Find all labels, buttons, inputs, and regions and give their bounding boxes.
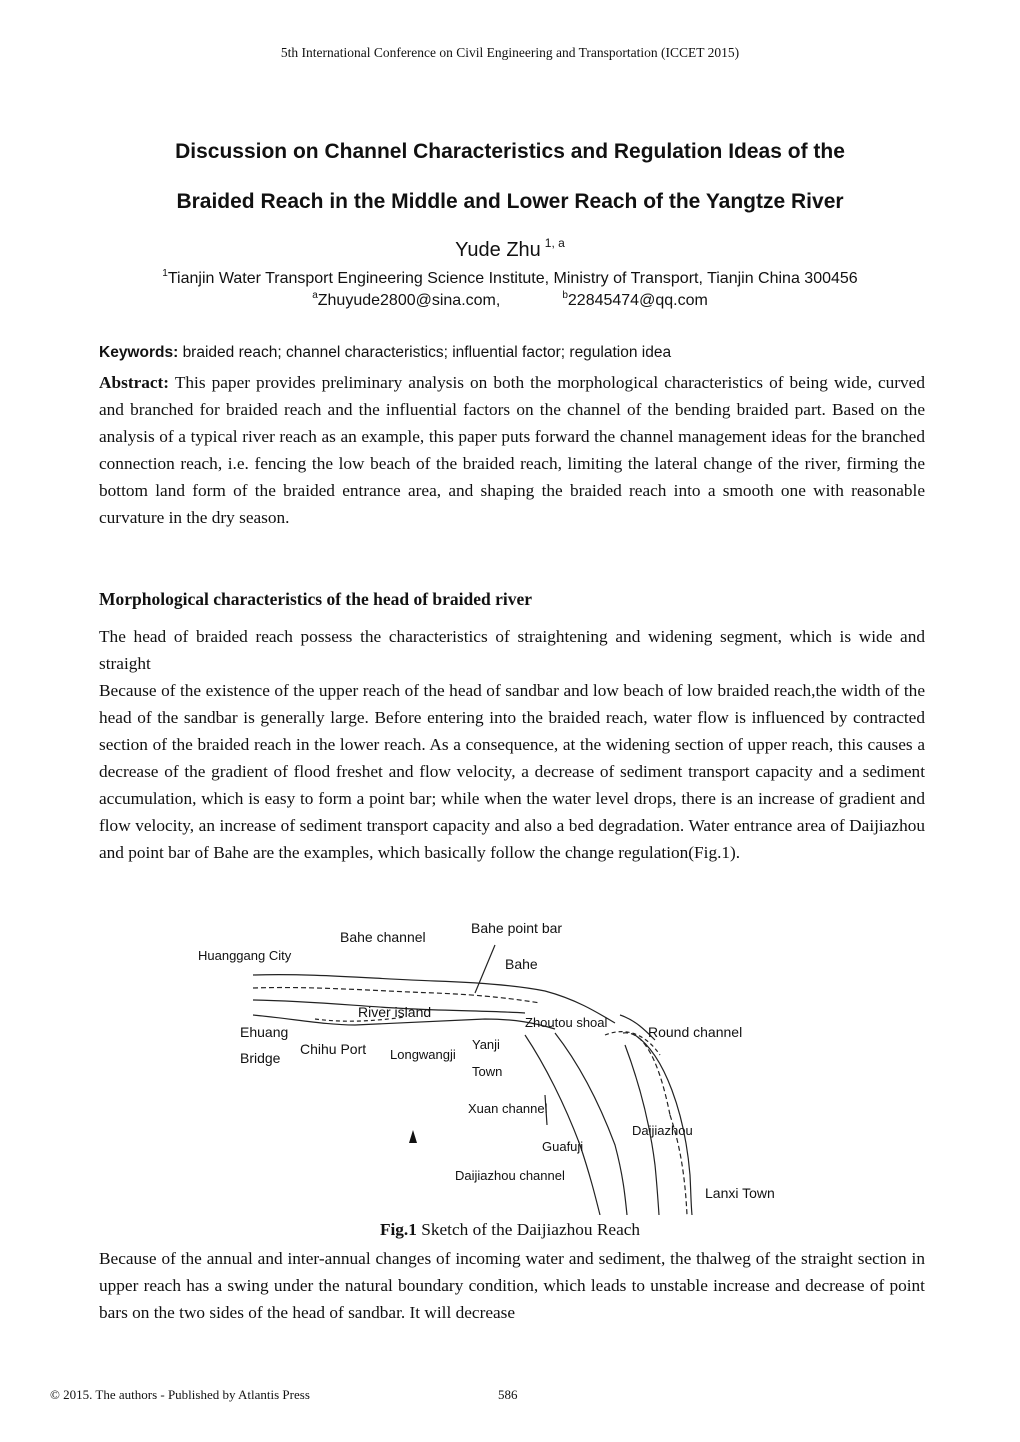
label-guafuji: Guafuji [542, 1139, 584, 1154]
affiliation-line [0, 268, 1020, 288]
paragraph-1: The head of braided reach possess the characteristics of straightening and widening segment, which is wide and straight [99, 627, 925, 673]
page-number: 586 [498, 1387, 518, 1402]
label-round-channel: Round channel [648, 1024, 743, 1040]
bahe-point-bar-pointer [475, 945, 495, 993]
email-a-mark: a [312, 290, 318, 301]
footer-copyright: © 2015. The authors - Published by Atlantis Press [50, 1387, 310, 1402]
label-ehuang: Ehuang [240, 1024, 289, 1040]
email-a: Zhuyude2800@sina.com, [317, 292, 501, 309]
keywords [99, 344, 671, 362]
paragraph-2: Because of the existence of the upper reach of the head of sandbar and low beach of low braided reach,the width of the head of the sandbar is generally large. Before entering into the braided reach, water flow is influenced by contracted section of the braided reach in the lower reach. As a consequence, at the widening section of upper reach, this causes a decrease of the gradient of flood freshet and flow velocity, a decrease of sediment transport capacity and a sediment accumulation, which is easy to form a point bar; while when the water level drops, there is an increase of gradient and flow velocity, an increase of sediment transport capacity and also a bed degradation. Water entrance area of Daijiazhou and point bar of Bahe are the examples, which basically follow the change regulation(Fig.1). [99, 681, 925, 862]
label-longwangji: Longwangji [390, 1047, 456, 1062]
north-arrow-icon [409, 1130, 417, 1143]
conference-header: 5th International Conference on Civil Engineering and Transportation (ICCET 2015) [280, 45, 740, 60]
abstract [99, 369, 925, 531]
abstract-text: This paper provides preliminary analysis on both the morphological characteristics of being wide, curved and branched for braided reach and the influential factors on the channel of the bending braided part. Based on the analysis of a typical river reach as an example, this paper puts forward the channel management ideas for the branched connection reach, i.e. fencing the low beach of the braided reach, limiting the lateral change of the river, firming the bottom land form of the braided entrance area, and shaping the braided reach into a smooth one with reasonable curvature in the dry season. [99, 373, 925, 527]
author-line [0, 236, 1020, 262]
label-bridge: Bridge [240, 1050, 281, 1066]
paper-title-line-1: Discussion on Channel Characteristics and Regulation Ideas of the [175, 140, 845, 163]
label-bahe-channel: Bahe channel [340, 929, 426, 945]
label-daijiazhou: Daijiazhou [632, 1123, 693, 1138]
email-b-mark: b [562, 290, 568, 301]
label-xuan-channel: Xuan channel [468, 1101, 548, 1116]
label-town: Town [472, 1064, 503, 1079]
email-line [0, 290, 1020, 310]
keywords-label: Keywords: [99, 344, 179, 361]
label-huanggang-city: Huanggang City [198, 948, 292, 963]
xuan-channel-east-bank [555, 1033, 627, 1215]
label-bahe: Bahe [505, 956, 538, 972]
label-river-island: River island [358, 1004, 432, 1020]
paragraph-3: Because of the annual and inter-annual changes of incoming water and sediment, the thalweg of the straight section in upper reach has a swing under the natural boundary condition, which leads to unstable increase and decrease of point bars on the two sides of the head of sandbar. It will decrease [99, 1249, 925, 1322]
figure-1-map [195, 915, 805, 1215]
xuan-channel-west-bank [525, 1035, 600, 1215]
figure-caption [0, 1220, 1020, 1240]
paper-title-line-2: Braided Reach in the Middle and Lower Reach of the Yangtze River [176, 190, 844, 213]
keywords-text: braided reach; channel characteristics; influential factor; regulation idea [182, 344, 672, 361]
north-arrow [409, 1130, 417, 1143]
section-heading: Morphological characteristics of the head of braided river [99, 589, 533, 609]
label-lanxi-town: Lanxi Town [705, 1185, 775, 1201]
abstract-label: Abstract: [99, 373, 170, 392]
label-daijiazhou-channel: Daijiazhou channel [455, 1168, 565, 1183]
label-yanji: Yanji [472, 1037, 500, 1052]
figure-caption-label: Fig.1 [379, 1220, 417, 1239]
affiliation-mark: 1 [162, 268, 168, 279]
river-sketch-svg [195, 915, 805, 1215]
author-marks: 1, a [544, 236, 565, 250]
label-bahe-point-bar: Bahe point bar [471, 920, 563, 936]
author-name: Yude Zhu [455, 239, 541, 261]
figure-caption-text: Sketch of the Daijiazhou Reach [421, 1220, 641, 1239]
affiliation: Tianjin Water Transport Engineering Science Institute, Ministry of Transport, Tianjin China 300456 [167, 270, 858, 287]
bahe-channel-line [253, 988, 540, 1003]
label-zhoutou-shoal: Zhoutou shoal [525, 1015, 608, 1030]
label-chihu-port: Chihu Port [300, 1041, 367, 1057]
email-b: 22845474@qq.com [567, 292, 708, 309]
